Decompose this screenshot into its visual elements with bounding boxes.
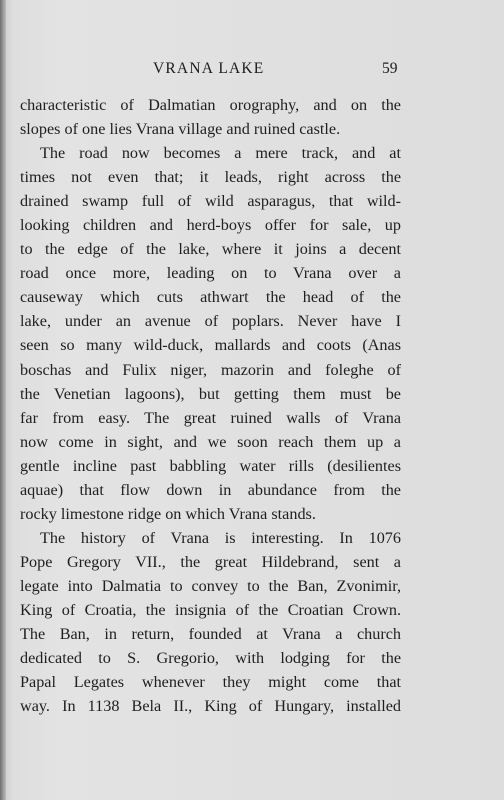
text-line: drained swamp full of wild asparagus, that wild- bbox=[20, 192, 401, 211]
text-line: Papal Legates whenever they might come that bbox=[20, 673, 401, 692]
text-line: rocky limestone ridge on which Vrana stands. bbox=[20, 504, 316, 523]
text-line: times not even that; it leads, right across the bbox=[20, 168, 401, 187]
text-line: The Ban, in return, founded at Vrana a church bbox=[20, 625, 401, 644]
text-line: dedicated to S. Gregorio, with lodging for the bbox=[20, 649, 401, 668]
text-line: to the edge of the lake, where it joins a decent bbox=[20, 240, 401, 259]
text-line: road once more, leading on to Vrana over a bbox=[20, 264, 401, 283]
text-line: seen so many wild-duck, mallards and coots (Anas bbox=[20, 336, 401, 355]
text-line: way. In 1138 Bela II., King of Hungary, installed bbox=[20, 697, 401, 716]
text-line: Pope Gregory VII., the great Hildebrand, sent a bbox=[20, 552, 401, 571]
text-line: now come in sight, and we soon reach them up a bbox=[20, 432, 401, 451]
text-line: slopes of one lies Vrana village and ruined castle. bbox=[20, 120, 341, 139]
text-line: aquae) that flow down in abundance from the bbox=[20, 480, 401, 499]
text-line: The road now becomes a mere track, and at bbox=[40, 144, 401, 163]
text-line: lake, under an avenue of poplars. Never have I bbox=[20, 312, 401, 331]
text-line: legate into Dalmatia to convey to the Ban, Zvonimir, bbox=[20, 576, 401, 595]
text-line: causeway which cuts athwart the head of the bbox=[20, 288, 401, 307]
text-line: looking children and herd-boys offer for sale, up bbox=[20, 216, 401, 235]
text-line: boschas and Fulix niger, mazorin and foleghe of bbox=[20, 360, 401, 379]
text-line: far from easy. The great ruined walls of Vrana bbox=[20, 408, 401, 427]
body-text bbox=[20, 93, 401, 718]
text-line: gentle incline past babbling water rills (desilientes bbox=[20, 456, 401, 475]
text-line: characteristic of Dalmatian orography, and on the bbox=[20, 96, 401, 114]
text-line: King of Croatia, the insignia of the Croatian Crown. bbox=[20, 600, 401, 619]
text-line: The history of Vrana is interesting. In 1076 bbox=[40, 528, 401, 547]
text-line: the Venetian lagoons), but getting them must be bbox=[20, 384, 401, 403]
page-number: 59 bbox=[382, 60, 398, 77]
running-head: VRANA LAKE bbox=[153, 60, 265, 77]
page-gutter-shadow bbox=[0, 0, 6, 800]
page-header bbox=[0, 60, 504, 82]
